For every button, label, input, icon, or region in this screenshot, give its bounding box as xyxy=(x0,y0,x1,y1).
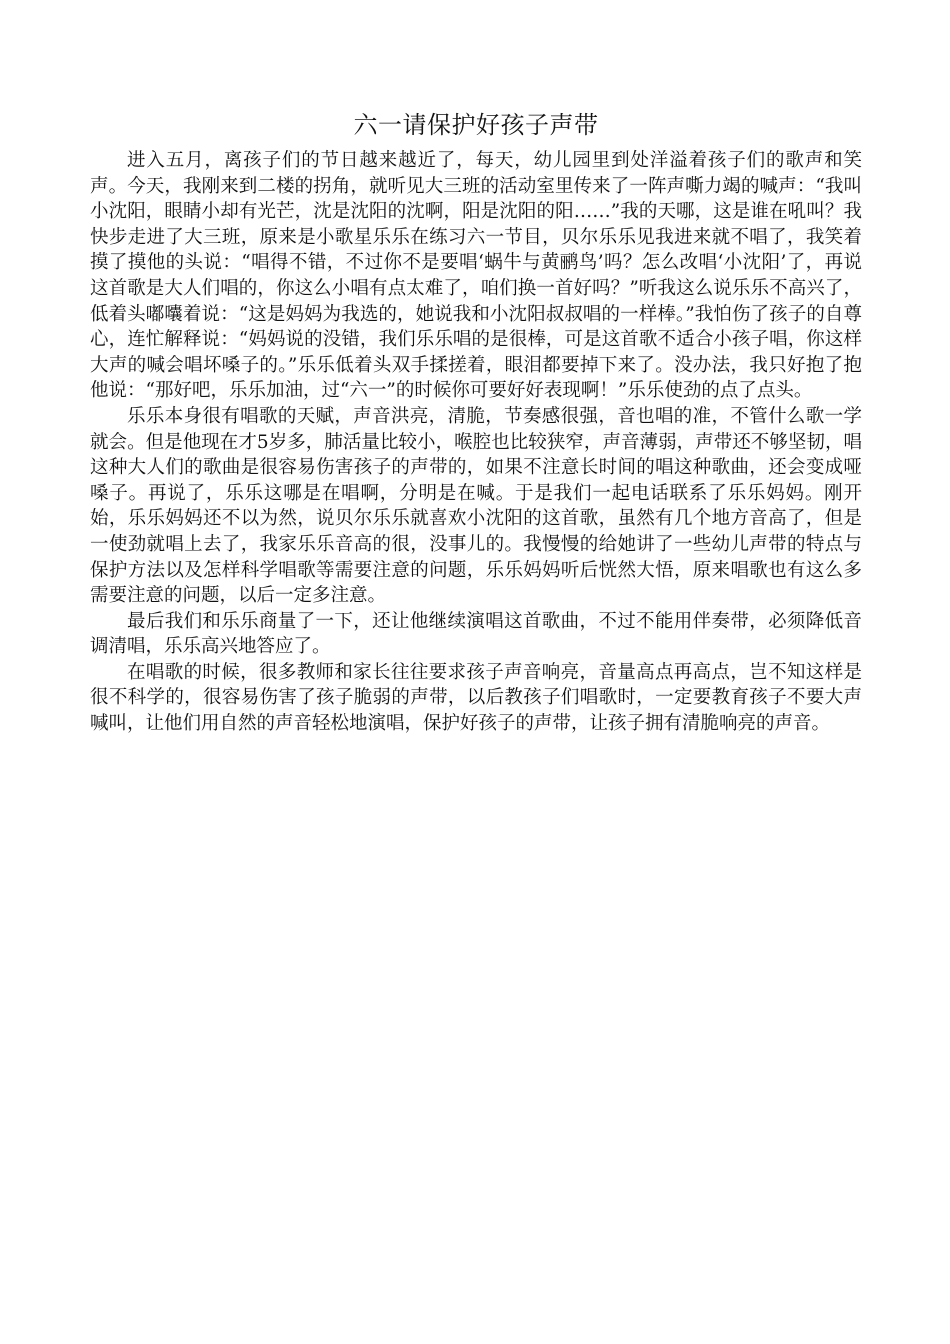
paragraph-2: 乐乐本身很有唱歌的天赋，声音洪亮，清脆，节奏感很强，音也唱的准，不管什么歌一学就会。但是他现在才5岁多，肺活量比较小，喉腔也比较狭窄，声音薄弱，声带还不够坚韧，唱这种大人们的歌曲是很容易伤害孩子的声带的，如果不注意长时间的唱这种歌曲，还会变成哑嗓子。再说了，乐乐这哪是在唱啊，分明是在喊。于是我们一起电话联系了乐乐妈妈。刚开始，乐乐妈妈还不以为然，说贝尔乐乐就喜欢小沈阳的这首歌，虽然有几个地方音高了，但是一使劲就唱上去了，我家乐乐音高的很，没事儿的。我慢慢的给她讲了一些幼儿声带的特点与保护方法以及怎样科学唱歌等需要注意的问题，乐乐妈妈听后恍然大悟，原来唱歌也有这么多需要注意的问题，以后一定多注意。 xyxy=(90,405,862,607)
document-page xyxy=(90,108,862,737)
paragraph-4: 在唱歌的时候，很多教师和家长往往要求孩子声音响亮，音量高点再高点，岂不知这样是很不科学的，很容易伤害了孩子脆弱的声带，以后教孩子们唱歌时，一定要教育孩子不要大声喊叫，让他们用自然的声音轻松地演唱，保护好孩子的声带，让孩子拥有清脆响亮的声音。 xyxy=(90,661,862,735)
paragraph-3: 最后我们和乐乐商量了一下，还让他继续演唱这首歌曲，不过不能用伴奏带，必须降低音调清唱，乐乐高兴地答应了。 xyxy=(90,610,862,658)
document-title: 六一请保护好孩子声带 xyxy=(353,111,599,139)
paragraph-1: 进入五月，离孩子们的节日越来越近了，每天，幼儿园里到处洋溢着孩子们的歌声和笑声。今天，我刚来到二楼的拐角，就听见大三班的活动室里传来了一阵声嘶力竭的喊声：“我叫小沈阳，眼睛小却有光芒，沈是沈阳的沈啊，阳是沈阳的阳……”我的天哪，这是谁在吼叫？我快步走进了大三班，原来是小歌星乐乐在练习六一节目，贝尔乐乐见我进来就不唱了，我笑着摸了摸他的头说：“唱得不错，不过你不是要唱‘蜗牛与黄鹂鸟’吗？怎么改唱‘小沈阳’了，再说这首歌是大人们唱的，你这么小唱有点太难了，咱们换一首好吗？”听我这么说乐乐不高兴了，低着头嘟囔着说：“这是妈妈为我选的，她说我和小沈阳叔叔唱的一样棒。”我怕伤了孩子的自尊心，连忙解释说：“妈妈说的没错，我们乐乐唱的是很棒，可是这首歌不适合小孩子唱，你这样大声的喊会唱坏嗓子的。”乐乐低着头双手揉搓着，眼泪都要掉下来了。没办法，我只好抱了抱他说：“那好吧，乐乐加油，过“六一”的时候你可要好好表现啊！”乐乐使劲的点了点头。 xyxy=(90,150,862,402)
